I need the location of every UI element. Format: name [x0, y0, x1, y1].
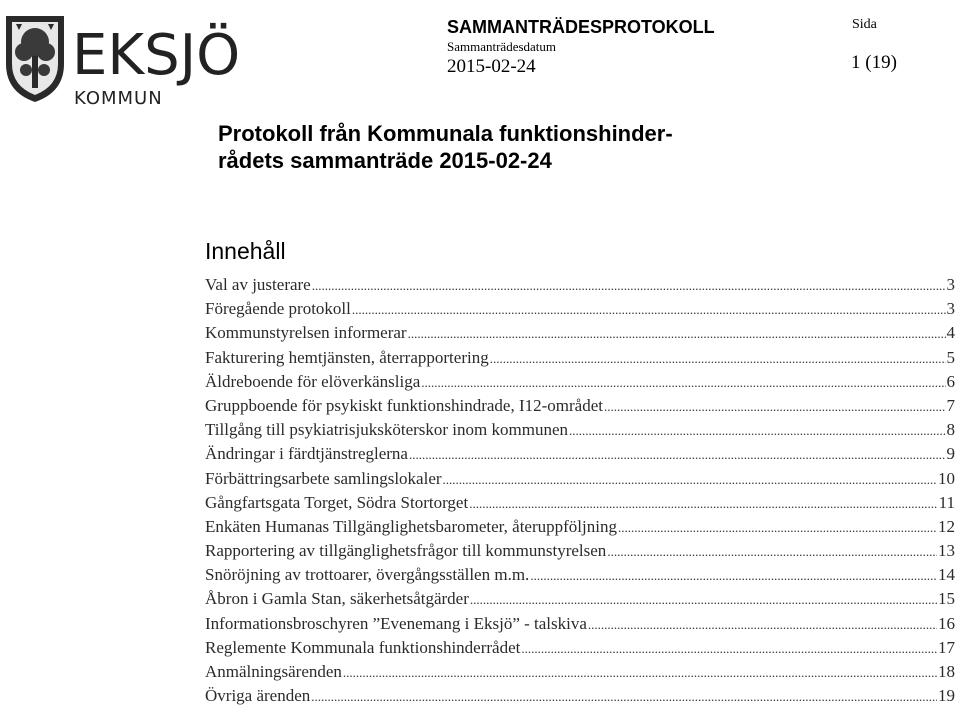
toc-leader [588, 613, 937, 637]
table-of-contents [205, 273, 955, 708]
toc-entry-title: Fakturering hemtjänsten, återrapportering [205, 347, 489, 367]
toc-entry-page: 3 [946, 299, 955, 319]
toc-entry[interactable] [205, 660, 955, 684]
toc-leader [618, 516, 937, 540]
toc-leader [409, 443, 946, 467]
document-title [218, 120, 838, 174]
toc-entry-title: Gruppboende för psykiskt funktionshindrade, I12-området [205, 395, 603, 415]
toc-leader [530, 564, 937, 588]
coat-of-arms-icon [2, 12, 68, 104]
toc-entry-title: Reglemente Kommunala funktionshinderrådet [205, 637, 521, 657]
toc-entry[interactable] [205, 321, 955, 345]
toc-entry[interactable] [205, 418, 955, 442]
document-title-line-2: rådets sammanträde 2015-02-24 [218, 148, 552, 173]
toc-entry-page: 6 [946, 371, 955, 391]
toc-entry-title: Föregående protokoll [205, 299, 351, 319]
toc-entry-title: Äldreboende för elöverkänsliga [205, 371, 421, 391]
toc-entry[interactable] [205, 370, 955, 394]
toc-entry-page: 11 [938, 492, 955, 512]
toc-entry-title: Rapportering av tillgänglighetsfrågor till kommunstyrelsen [205, 541, 607, 561]
toc-entry-title: Tillgång till psykiatrisjuksköterskor inom kommunen [205, 420, 568, 440]
toc-entry[interactable] [205, 636, 955, 660]
toc-leader [470, 588, 937, 612]
toc-entry[interactable] [205, 273, 955, 297]
toc-entry[interactable] [205, 467, 955, 491]
meeting-date-label: Sammanträdesdatum [447, 39, 557, 54]
toc-entry[interactable] [205, 515, 955, 539]
logo-name: EKSJÖ [72, 23, 241, 88]
toc-entry-page: 12 [938, 516, 955, 536]
meeting-date: 2015-02-24 [447, 56, 536, 77]
toc-entry[interactable] [205, 612, 955, 636]
toc-entry-page: 7 [946, 395, 955, 415]
toc-entry-page: 19 [938, 686, 955, 706]
toc-entry-page: 13 [938, 541, 955, 561]
toc-entry-title: Förbättringsarbete samlingslokaler [205, 468, 442, 488]
toc-leader [469, 492, 937, 516]
toc-entry-page: 18 [938, 662, 955, 681]
toc-entry[interactable] [205, 684, 955, 708]
toc-entry-title: Informationsbroschyren ”Evenemang i Eksjö” - talskiva [205, 613, 587, 633]
toc-entry[interactable] [205, 442, 955, 466]
logo-sub: KOMMUN [74, 88, 163, 109]
toc-entry[interactable] [205, 394, 955, 418]
toc-entry-title: Snöröjning av trottoarer, övergångsställen m.m. [205, 565, 530, 585]
toc-entry-title: Ändringar i färdtjänstreglerna [205, 444, 408, 464]
toc-entry-page: 8 [946, 420, 955, 440]
toc-entry[interactable] [205, 491, 955, 515]
toc-entry[interactable] [205, 587, 955, 611]
toc-entry[interactable] [205, 297, 955, 321]
toc-entry-page: 16 [938, 613, 955, 633]
toc-leader [490, 347, 946, 371]
toc-entry-title: Enkäten Humanas Tillgänglighetsbarometer, återuppföljning [205, 516, 617, 536]
toc-entry-title: Övriga ärenden [205, 686, 311, 706]
toc-entry[interactable] [205, 346, 955, 370]
toc-leader [311, 685, 937, 709]
toc-entry-title: Anmälningsärenden [205, 662, 342, 681]
toc-entry-page: 17 [938, 637, 955, 657]
toc-entry-title: Åbron i Gamla Stan, säkerhetsåtgärder [205, 589, 469, 609]
toc-entry-page: 9 [946, 444, 955, 464]
toc-leader [421, 371, 945, 395]
toc-entry-title: Kommunstyrelsen informerar [205, 323, 407, 343]
toc-entry-page: 15 [938, 589, 955, 609]
toc-leader [408, 322, 946, 346]
toc-entry-title: Gångfartsgata Torget, Södra Stortorget [205, 492, 469, 512]
toc-heading: Innehåll [205, 238, 286, 264]
toc-leader [607, 540, 937, 564]
toc-leader [569, 419, 946, 443]
eksjo-kommun-logo [0, 12, 260, 112]
toc-entry[interactable] [205, 563, 955, 587]
toc-leader [343, 661, 937, 685]
toc-entry[interactable] [205, 539, 955, 563]
protocol-heading: SAMMANTRÄDESPROTOKOLL [447, 17, 715, 37]
toc-entry-title: Val av justerare [205, 275, 311, 294]
page-number: 1 (19) [851, 52, 897, 73]
toc-entry-page: 4 [946, 323, 955, 343]
toc-entry-page: 5 [946, 347, 955, 367]
toc-leader [521, 637, 937, 661]
toc-entry-page: 14 [938, 565, 955, 585]
toc-leader [443, 468, 937, 492]
page-label: Sida [852, 17, 877, 32]
toc-leader [352, 298, 946, 322]
document-title-line-1: Protokoll från Kommunala funktionshinder- [218, 121, 673, 146]
toc-leader [604, 395, 946, 419]
toc-entry-page: 10 [938, 468, 955, 488]
toc-leader [312, 274, 946, 298]
toc-entry-page: 3 [946, 275, 955, 294]
